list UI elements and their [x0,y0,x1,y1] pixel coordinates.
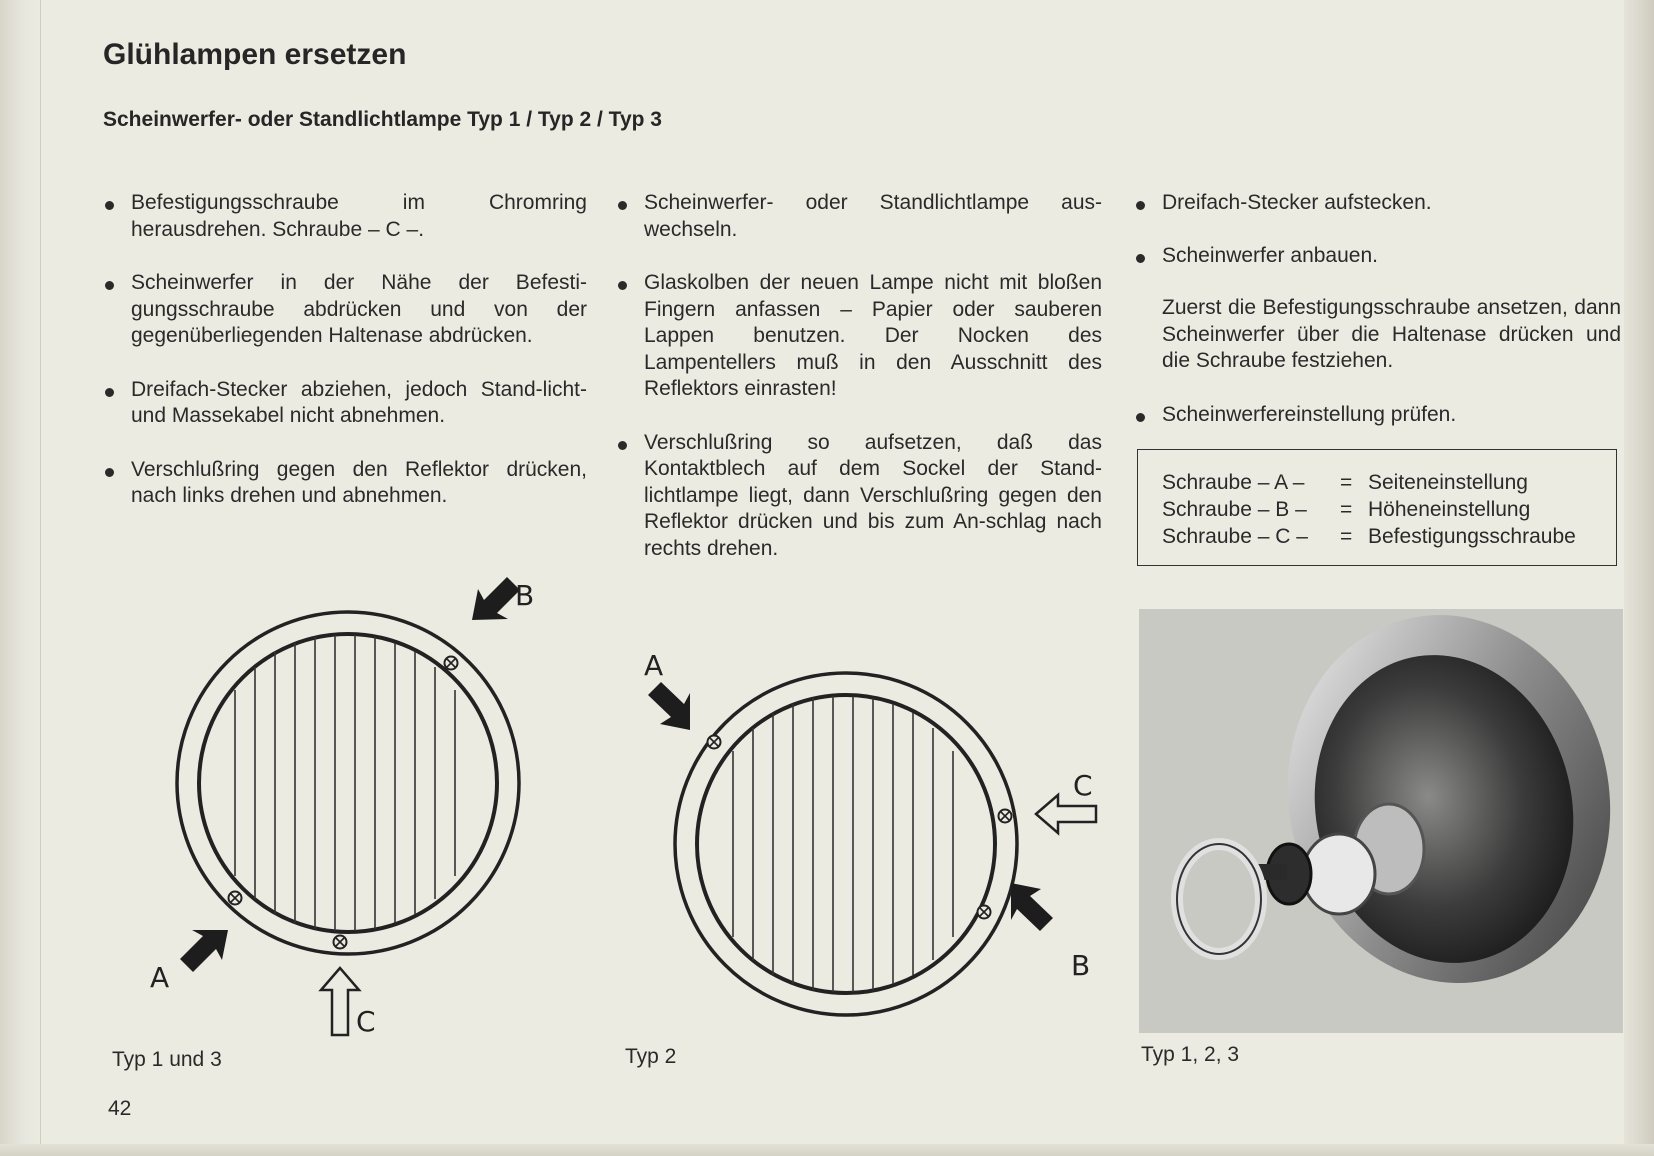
label-b: B [515,579,535,612]
bullet-icon [618,441,627,450]
page-subtitle: Scheinwerfer- oder Standlichtlampe Typ 1 / Typ 2 / Typ 3 [103,108,662,131]
list-item: Scheinwerfer in der Nähe der Befesti-gungsschraube abdrücken und von der gegenüberliegenden Haltenase abdrücken. [105,270,587,350]
legend-row: Schraube – A – = Seiteneinstellung [1162,471,1528,494]
bullet-icon [105,201,114,210]
arrow-b-icon [1011,883,1053,931]
headlamp-diagram-typ-1-3 [140,575,560,1045]
headlamp-assembly-image [1139,609,1623,1033]
list-item: Scheinwerfer- oder Standlichtlampe aus-wechseln. [618,190,1102,243]
bullet-icon [1136,413,1145,422]
page-number: 42 [108,1097,132,1120]
label-c: C [1073,769,1093,802]
bullet-icon [618,281,627,290]
list-item: Scheinwerfereinstellung prüfen. [1136,402,1621,429]
headlamp-photo [1139,609,1623,1033]
bullet-icon [1136,201,1145,210]
page-bottom-edge [0,1144,1654,1156]
list-item: Befestigungsschraube im Chromring herausdrehen. Schraube – C –. [105,190,587,243]
arrow-a-icon [180,930,228,972]
instructions-column-1 [105,190,587,537]
list-item: Scheinwerfer anbauen. [1136,243,1621,270]
arrow-c-icon [321,968,359,1035]
label-a: A [150,961,170,994]
bullet-icon [1136,254,1145,263]
legend-row: Schraube – C – = Befestigungsschraube [1162,525,1576,548]
label-a: A [644,649,664,682]
headlamp-diagram-typ-2 [618,640,1108,1020]
bullet-icon [618,201,627,210]
list-item: Dreifach-Stecker abziehen, jedoch Stand-licht- und Massekabel nicht abnehmen. [105,377,587,430]
label-c: C [356,1005,376,1038]
arrow-b-icon [472,577,520,620]
bullet-icon [105,281,114,290]
arrow-a-icon [648,682,690,730]
list-item: Verschlußring so aufsetzen, daß das Kontaktblech auf dem Sockel der Stand-lichtlampe liegt, dann Verschlußring gegen den Reflektor drücken und bis zum An-schlag nach rechts drehen. [618,430,1102,563]
list-item: Glaskolben der neuen Lampe nicht mit bloßen Fingern anfassen – Papier oder sauberen Lappen benutzen. Der Nocken des Lampentellers muß in den Ausschnitt des Reflektors einrasten! [618,270,1102,403]
figure-caption-typ-2: Typ 2 [625,1045,677,1068]
bullet-icon [105,388,114,397]
page-right-edge [1624,0,1654,1156]
instructions-column-3 [1136,190,1621,454]
list-item: Dreifach-Stecker aufstecken. [1136,190,1621,217]
figure-caption-typ-1-3: Typ 1 und 3 [112,1048,222,1071]
screw-legend-box [1137,449,1617,566]
list-item: Verschlußring gegen den Reflektor drücken, nach links drehen und abnehmen. [105,457,587,510]
instructions-column-2 [618,190,1102,589]
instruction-paragraph: Zuerst die Befestigungsschraube ansetzen, dann Scheinwerfer über die Haltenase drücken und die Schraube festziehen. [1162,296,1621,372]
page-binding-edge [0,0,41,1156]
page-title: Glühlampen ersetzen [103,38,407,71]
bullet-icon [105,468,114,477]
legend-row: Schraube – B – = Höheneinstellung [1162,498,1531,521]
figure-caption-typ-1-2-3: Typ 1, 2, 3 [1141,1043,1240,1066]
label-b: B [1071,949,1091,982]
